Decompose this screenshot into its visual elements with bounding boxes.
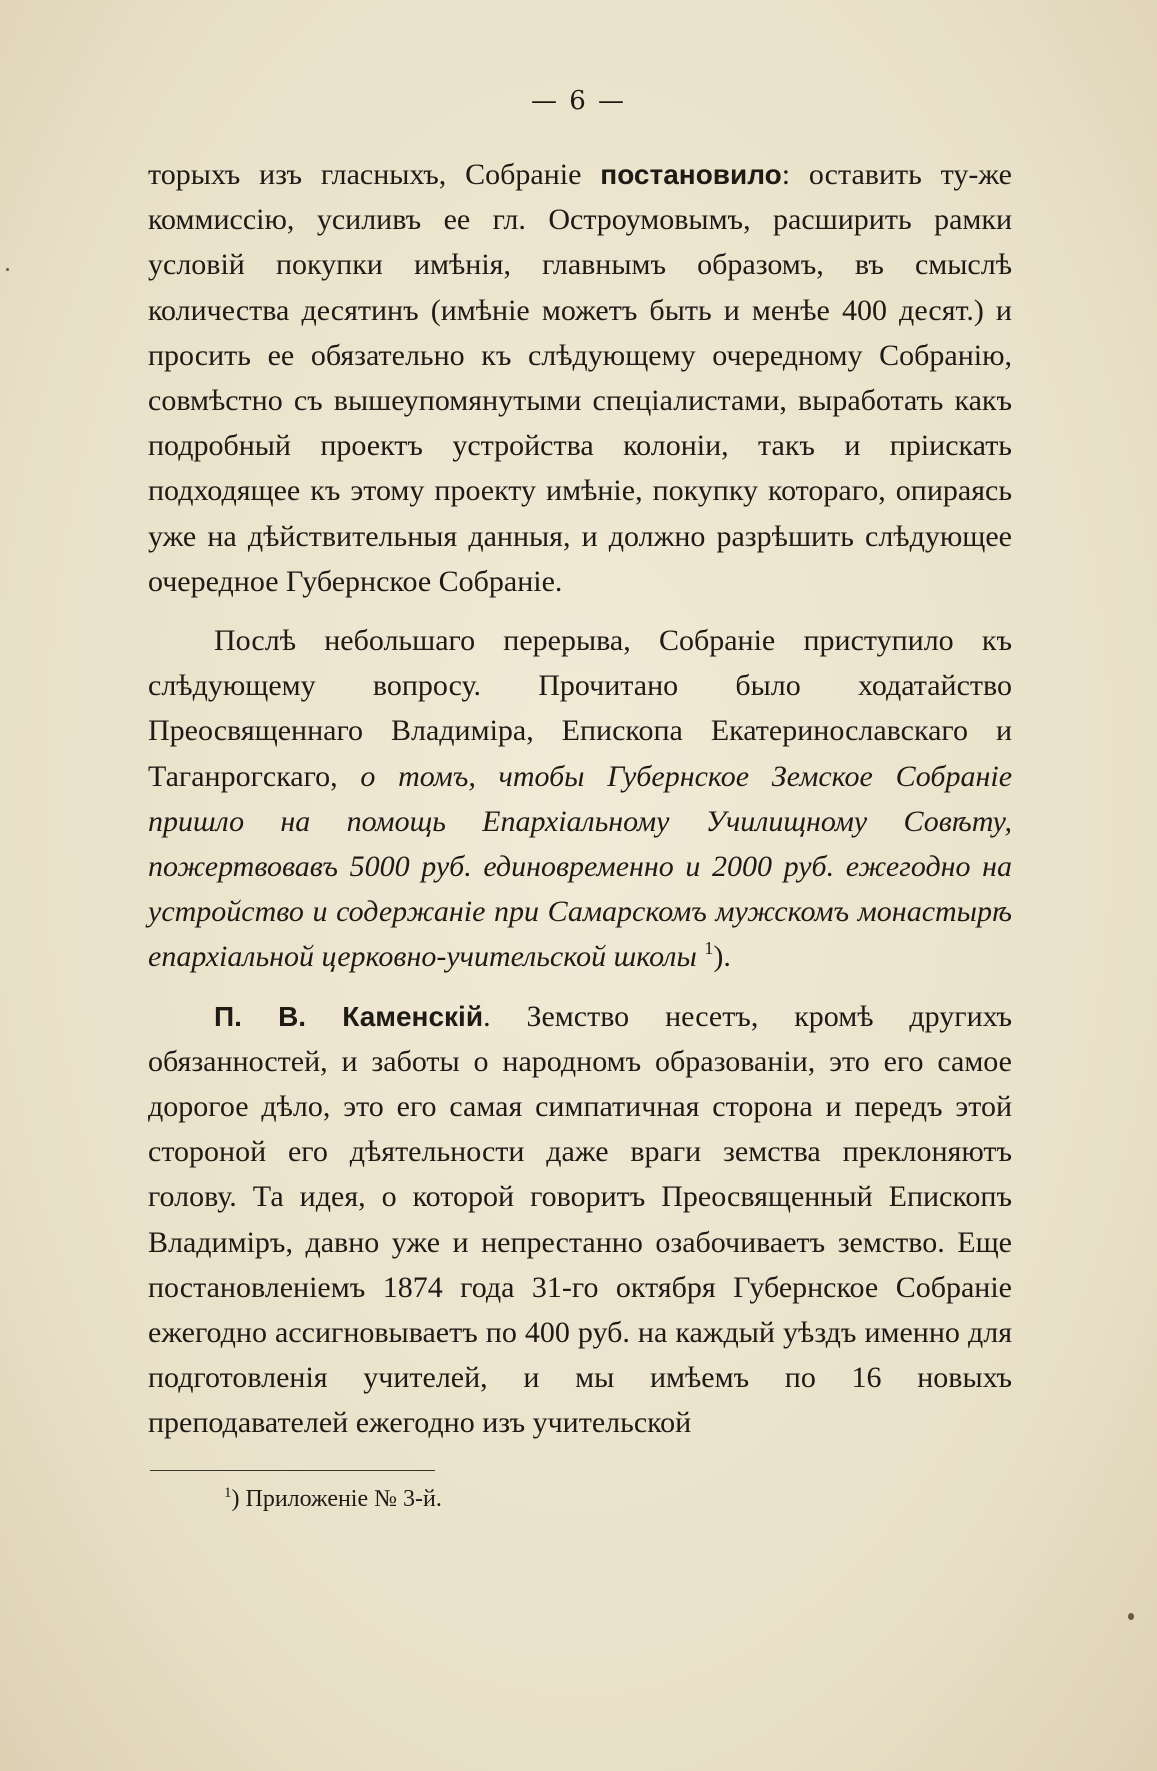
footnote-divider [150, 1470, 435, 1471]
paragraph-body: : оставить ту-же коммиссію, усиливъ ее гл. Остроумовымъ, расширить рамки условій покупки имѣнія, главнымъ образомъ, въ смыслѣ количества десятинъ (имѣніе можетъ быть и менѣе 400 десят.) и просить ее обязательно къ слѣдующему очередному Собранію, совмѣстно съ вышеупомянутыми спеціалистами, выработать какъ подробный проектъ устройства колоніи, такъ и пріискать подходящее къ этому проекту имѣніе, покупку котораго, опираясь уже на дѣйствительныя данныя, и должно разрѣшить слѣдующее очередное Губернское Собраніе. [148, 158, 1012, 598]
resolution-keyword: постановило [600, 159, 782, 190]
footnote-text: ) Приложеніе № 3-й. [231, 1486, 442, 1512]
speech-text: . Земство несетъ, кромѣ другихъ обязанностей, и заботы о народномъ образованіи, это его самое дорогое дѣло, это его самая симпатичная сторона и передъ этой стороной его дѣятельности даже враги земства преклоняютъ голову. Та идея, о которой говоритъ Преосвященный Епископъ Владиміръ, давно уже и непрестанно озабочиваетъ земство. Еще постановленіемъ 1874 года 31-го октября Губернское Собраніе ежегодно ассигновываетъ по 400 руб. на каждый уѣздъ именно для подготовленія учителей, и мы имѣемъ по 16 новыхъ преподавателей ежегодно изъ учительской [148, 999, 1013, 1440]
speaker-name: П. В. Каменскій [214, 1000, 484, 1032]
paper-speck [1128, 1613, 1134, 1620]
footnote-marker: 1 [224, 1485, 232, 1501]
paragraph-tail: ). [713, 940, 731, 974]
paragraph-petition [148, 618, 1012, 980]
paper-speck [6, 268, 9, 271]
paragraph-speech [148, 994, 1012, 1446]
paragraph-commission-resolution [148, 152, 1012, 604]
body-text [148, 152, 1012, 1446]
petition-subject: о томъ, чтобы Губернское Земское Собраніе пришло на помощь Епархіальному Училищному Совѣту, пожертвовавъ 5000 руб. единовременно и 2000 руб. ежегодно на устройство и содержаніе при Самарскомъ мужскомъ монастырѣ епархіальной церковно-учительской школы [148, 759, 1013, 974]
footnote-reference: 1 [704, 938, 714, 959]
page-number: — 6 — [530, 86, 627, 116]
footnote [224, 1486, 442, 1513]
paragraph-body: Послѣ небольшаго перерыва, Собраніе приступило къ слѣдующему вопросу. Прочитано было ходатайство Преосвященнаго Владиміра, Епископа Екатеринославскаго и Таганрогскаго, [148, 624, 1012, 793]
paragraph-lead: торыхъ изъ гласныхъ, Собраніе [148, 158, 601, 191]
